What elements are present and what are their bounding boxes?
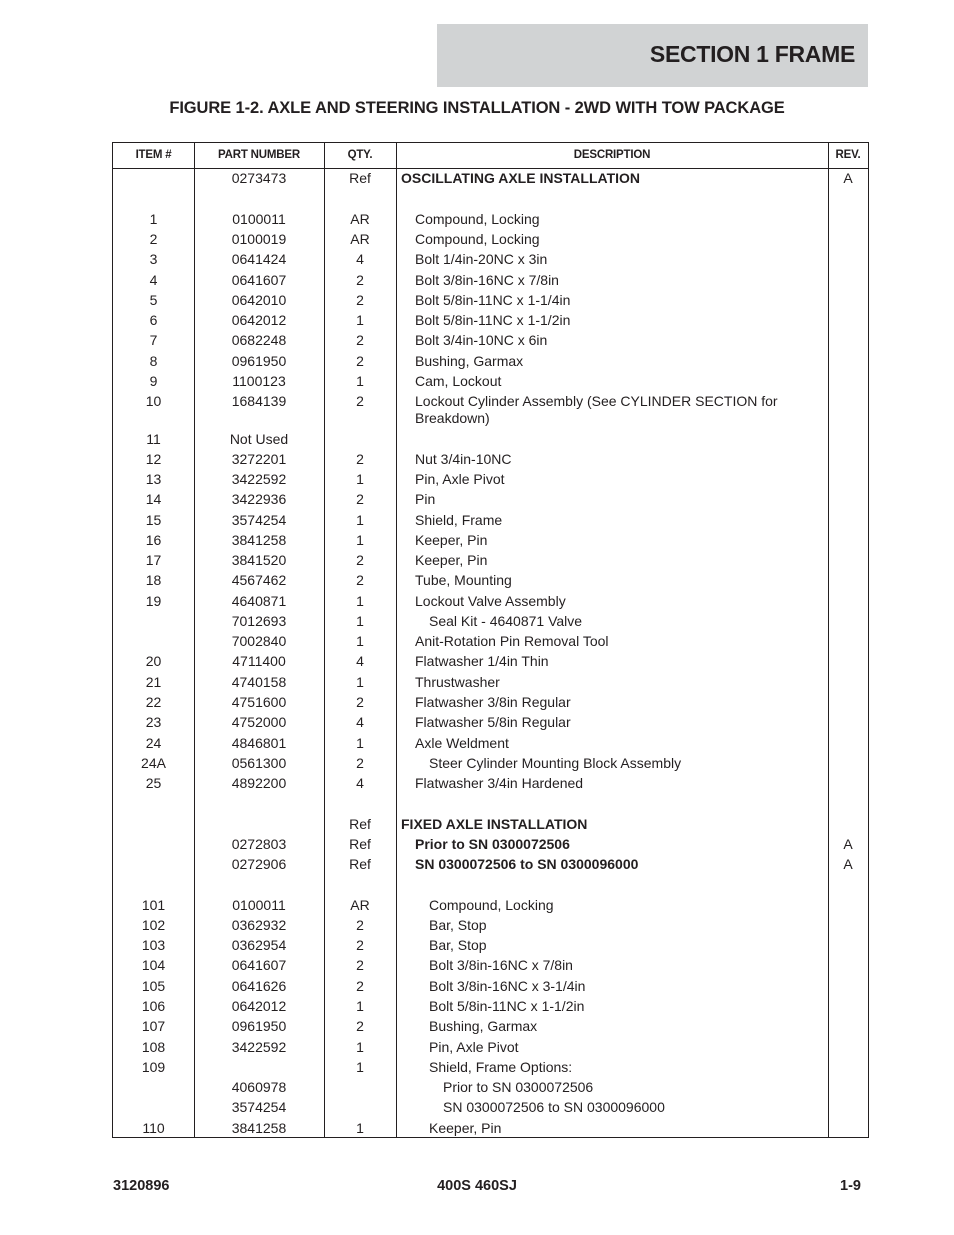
rev-cell: A [843,836,853,852]
figure-title: FIGURE 1-2. AXLE AND STEERING INSTALLATION - 2WD WITH TOW PACKAGE [169,99,785,117]
part-number-cell: 0561300 [231,755,287,771]
part-number-cell: 0642012 [231,312,287,328]
description-cell: Tube, Mounting [415,572,512,588]
part-number-cell: 3841258 [231,1120,287,1136]
part-number-cell: 1100123 [232,373,286,389]
item-cell: 8 [149,353,158,369]
part-number-cell: 3574254 [231,1099,287,1115]
header-item: ITEM # [135,149,172,161]
description-cell: Lockout Valve Assembly [415,593,566,609]
qty-cell: Ref [349,816,371,832]
footer-doc-number: 3120896 [113,1178,170,1194]
qty-cell: 2 [356,552,364,568]
qty-cell: 2 [356,572,364,588]
part-number-cell: 3574254 [231,512,287,528]
description-cell: Seal Kit - 4640871 Valve [429,613,583,629]
rev-cell: A [843,856,853,872]
footer-page-number: 1-9 [840,1178,861,1194]
item-cell: 13 [145,471,162,487]
part-number-cell: 0641424 [231,251,287,267]
qty-cell: 1 [356,1039,364,1055]
qty-cell: 2 [356,292,364,308]
part-number-cell: 1684139 [231,393,287,409]
description-cell: Bushing, Garmax [415,353,524,369]
qty-cell: AR [350,231,370,247]
part-number-cell: 7002840 [231,633,287,649]
qty-cell: 2 [356,755,364,771]
item-cell: 14 [145,491,162,507]
description-cell: Bolt 3/4in-10NC x 6in [415,332,548,348]
qty-cell: AR [350,897,370,913]
qty-cell: 1 [356,674,364,690]
description-cell: Bolt 3/8in-16NC x 7/8in [415,272,559,288]
description-cell: Bushing, Garmax [429,1018,538,1034]
description-cell: Pin, Axle Pivot [415,471,505,487]
item-cell: 24A [141,755,166,771]
description-cell: Lockout Cylinder Assembly (See CYLINDER SECTION for Breakdown) [415,393,778,426]
part-number-cell: 4846801 [231,735,287,751]
qty-cell: 1 [356,373,364,389]
description-cell: Keeper, Pin [415,552,488,568]
description-cell: Flatwasher 3/8in Regular [415,694,571,710]
description-cell: Compound, Locking [429,897,554,913]
qty-cell: 1 [356,1120,364,1136]
part-number-cell: 0642012 [231,998,287,1014]
qty-cell: AR [350,211,370,227]
qty-cell: 2 [356,393,364,409]
description-cell: Anit-Rotation Pin Removal Tool [415,633,609,649]
part-number-cell: 3422592 [231,1039,287,1055]
description-cell: FIXED AXLE INSTALLATION [401,816,588,832]
item-cell: 12 [145,451,162,467]
qty-cell: Ref [349,170,371,186]
part-number-cell: 4752000 [231,714,287,730]
part-number-cell: 0682248 [231,332,287,348]
part-number-cell: 0272906 [231,856,287,872]
header-divider [113,168,868,169]
qty-cell: 1 [356,512,364,528]
part-number-cell: 3422592 [231,471,287,487]
item-cell: 5 [149,292,158,308]
description-cell: Shield, Frame Options: [429,1059,573,1075]
qty-cell: 1 [356,998,364,1014]
description-cell: Keeper, Pin [415,532,488,548]
qty-cell: 2 [356,332,364,348]
qty-cell: 4 [356,775,364,791]
header-rev: REV. [835,149,861,161]
part-number-cell: 0100011 [232,897,286,913]
description-cell: Bolt 5/8in-11NC x 1-1/2in [429,998,585,1014]
item-cell: 4 [149,272,158,288]
qty-cell: 1 [356,471,364,487]
part-number-cell: Not Used [229,431,289,447]
part-number-cell: 4711400 [232,653,286,669]
section-title: SECTION 1 FRAME [649,41,855,67]
item-cell: 2 [149,231,158,247]
qty-cell: 4 [356,714,364,730]
item-cell: 25 [145,775,162,791]
section-header [437,24,868,87]
description-cell: Keeper, Pin [429,1120,502,1136]
part-number-cell: 4640871 [231,593,287,609]
item-cell: 3 [149,251,158,267]
header-description: DESCRIPTION [573,149,651,161]
item-cell: 19 [145,593,162,609]
part-number-cell: 0642010 [231,292,287,308]
qty-cell: 2 [356,937,364,953]
item-cell: 18 [145,572,162,588]
description-cell: Bolt 1/4in-20NC x 3in [415,251,548,267]
description-cell: Axle Weldment [415,735,509,751]
description-cell: Shield, Frame [415,512,503,528]
item-cell: 9 [149,373,158,389]
part-number-cell: 0100019 [231,231,287,247]
item-cell: 108 [141,1039,166,1055]
part-number-cell: 0362932 [231,917,287,933]
qty-cell: Ref [349,836,371,852]
item-cell: 6 [149,312,158,328]
part-number-cell: 0641626 [231,978,287,994]
item-cell: 16 [145,532,162,548]
item-cell: 24 [145,735,162,751]
item-cell: 17 [145,552,162,568]
qty-cell: 2 [356,694,364,710]
description-cell: Flatwasher 5/8in Regular [415,714,571,730]
qty-cell: 2 [356,978,364,994]
description-cell: Bolt 3/8in-16NC x 7/8in [429,957,573,973]
parts-table [112,142,869,1138]
part-number-cell: 0961950 [231,1018,287,1034]
part-number-cell: 0272803 [231,836,287,852]
item-cell: 103 [141,937,166,953]
description-cell: OSCILLATING AXLE INSTALLATION [401,170,641,186]
item-cell: 104 [141,957,166,973]
part-number-cell: 7012693 [231,613,287,629]
item-cell: 109 [141,1059,166,1075]
part-number-cell: 0641607 [231,272,287,288]
qty-cell: 1 [356,633,364,649]
description-cell: Pin [415,491,436,507]
qty-cell: 1 [356,1059,364,1075]
item-cell: 20 [145,653,162,669]
part-number-cell: 4060978 [231,1079,287,1095]
description-cell: Bar, Stop [429,937,487,953]
description-cell: SN 0300072506 to SN 0300096000 [415,856,639,872]
qty-cell: 1 [356,532,364,548]
qty-cell: 2 [356,451,364,467]
part-number-cell: 3841520 [231,552,287,568]
qty-cell: 4 [356,251,364,267]
column-divider [396,143,397,1137]
item-cell: 22 [145,694,162,710]
qty-cell: 1 [356,312,364,328]
part-number-cell: 4740158 [231,674,287,690]
item-cell: 11 [146,431,161,447]
qty-cell: 1 [356,593,364,609]
header-qty: QTY. [347,149,373,161]
item-cell: 1 [149,211,158,227]
description-cell: Bar, Stop [429,917,487,933]
description-cell: Thrustwasher [415,674,500,690]
description-cell: Flatwasher 3/4in Hardened [415,775,584,791]
part-number-cell: 3841258 [231,532,287,548]
qty-cell: 2 [356,1018,364,1034]
qty-cell: 1 [356,613,364,629]
item-cell: 10 [145,393,162,409]
part-number-cell: 3272201 [231,451,287,467]
description-cell: Cam, Lockout [415,373,502,389]
item-cell: 101 [141,897,166,913]
part-number-cell: 0961950 [231,353,287,369]
qty-cell: 2 [356,917,364,933]
item-cell: 23 [145,714,162,730]
item-cell: 110 [142,1120,165,1136]
qty-cell: Ref [349,856,371,872]
item-cell: 105 [141,978,166,994]
part-number-cell: 4567462 [231,572,287,588]
part-number-cell: 0273473 [231,170,287,186]
description-cell: Bolt 3/8in-16NC x 3-1/4in [429,978,586,994]
item-cell: 106 [141,998,166,1014]
rev-cell: A [843,170,853,186]
qty-cell: 1 [356,735,364,751]
qty-cell: 2 [356,957,364,973]
description-cell: Nut 3/4in-10NC [415,451,512,467]
part-number-cell: 4751600 [231,694,287,710]
item-cell: 15 [145,512,162,528]
part-number-cell: 0100011 [232,211,286,227]
qty-cell: 2 [356,353,364,369]
description-cell: Compound, Locking [415,211,540,227]
description-cell: Flatwasher 1/4in Thin [415,653,549,669]
description-cell: Prior to SN 0300072506 [443,1079,594,1095]
item-cell: 107 [141,1018,166,1034]
description-cell: Pin, Axle Pivot [429,1039,519,1055]
part-number-cell: 0641607 [231,957,287,973]
qty-cell: 2 [356,491,364,507]
description-cell: Bolt 5/8in-11NC x 1-1/2in [415,312,571,328]
description-cell: Steer Cylinder Mounting Block Assembly [429,755,682,771]
part-number-cell: 3422936 [231,491,287,507]
description-cell: Prior to SN 0300072506 [415,836,570,852]
description-cell: Bolt 5/8in-11NC x 1-1/4in [415,292,571,308]
qty-cell: 4 [356,653,364,669]
footer-model: 400S 460SJ [437,1178,517,1194]
item-cell: 7 [149,332,158,348]
part-number-cell: 0362954 [231,937,287,953]
item-cell: 21 [145,674,162,690]
header-part-number: PART NUMBER [218,149,300,161]
description-cell: SN 0300072506 to SN 0300096000 [443,1099,665,1115]
item-cell: 102 [141,917,166,933]
description-cell: Compound, Locking [415,231,540,247]
qty-cell: 2 [356,272,364,288]
part-number-cell: 4892200 [231,775,287,791]
